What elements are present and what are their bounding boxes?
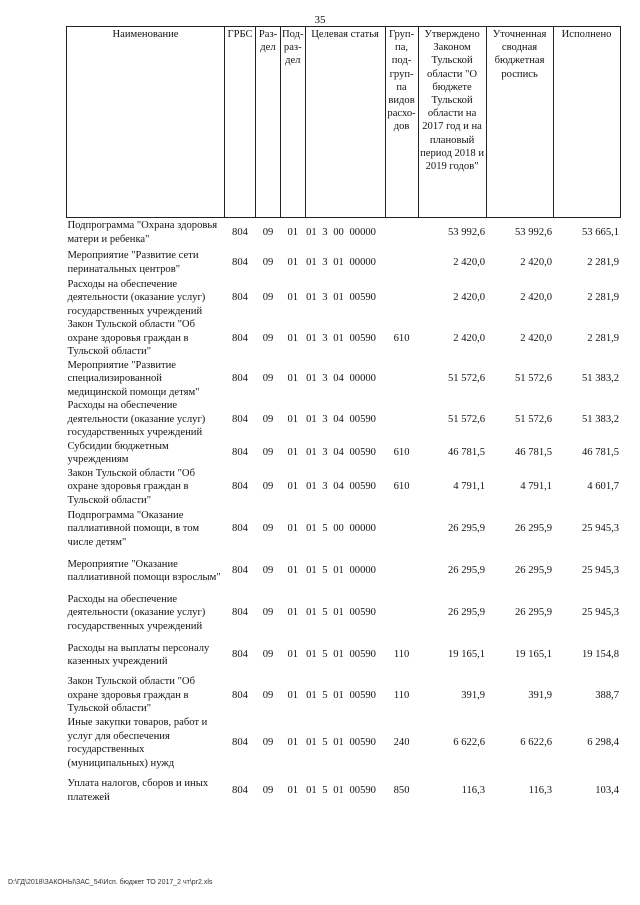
cell-grbs: 804 [232,227,248,238]
cell-approved: 4 791,1 [453,481,486,492]
cell-executed: 2 281,9 [587,332,620,344]
cell-name: Уплата налогов, сборов и иных платежей [67,778,209,803]
cell-executed: 25 945,3 [581,565,620,577]
table-row [67,278,621,319]
cell-refined: 116,3 [528,784,553,796]
cell-refined: 26 295,9 [514,607,553,619]
cell-group [385,591,418,635]
cell-section: 09 [262,413,274,425]
cell-name: Расходы на обеспечение деятельности (оказание услуг) государственных учреждений [67,593,206,632]
cell-name: Субсидии бюджетным учреждениям [67,440,169,465]
cell-section: 09 [262,481,274,492]
cell-target: 01 3 01 00000 [306,256,376,268]
cell-approved: 2 420,0 [453,332,486,344]
cell-section: 09 [262,332,274,344]
cell-refined: 4 791,1 [520,481,553,492]
page-number: 35 [314,14,326,26]
cell-grbs: 804 [232,447,248,459]
cell-refined: 2 420,0 [520,292,553,303]
cell-subsection: 01 [287,292,299,303]
cell-target: 01 3 01 00590 [306,292,376,303]
cell-target: 01 5 01 00590 [306,649,376,661]
cell-grbs: 804 [232,523,248,535]
table-row [67,551,621,591]
cell-section: 09 [262,523,274,535]
cell-section: 09 [262,649,274,661]
cell-grbs: 804 [232,292,248,303]
cell-executed: 53 665,1 [581,227,620,238]
cell-approved: 26 295,9 [447,523,486,535]
cell-grbs: 804 [232,481,248,492]
header-name: Наименование [67,27,225,218]
cell-name: Расходы на выплаты персоналу казенных учреждений [67,642,210,667]
cell-executed: 46 781,5 [581,447,620,459]
table-row [67,359,621,400]
cell-section: 09 [262,607,274,619]
table-row [67,440,621,467]
cell-group: 110 [393,649,410,661]
cell-subsection: 01 [287,737,299,749]
cell-name: Закон Тульской области "Об охране здоровья граждан в Тульской области" [67,467,195,506]
cell-name: Иные закупки товаров, работ и услуг для обеспечения государственных (муниципальных) нужд [67,717,208,769]
cell-refined: 6 622,6 [520,737,553,749]
cell-group: 610 [393,447,410,459]
cell-name: Расходы на обеспечение деятельности (оказание услуг) государственных учреждений [67,400,206,438]
cell-section: 09 [262,256,274,268]
table-row [67,771,621,811]
cell-group [385,278,418,319]
cell-section: 09 [262,292,274,303]
cell-approved: 53 992,6 [447,227,486,238]
header-subsection: Под-раз-дел [281,27,306,218]
cell-target: 01 5 01 00590 [306,607,376,619]
cell-target: 01 5 01 00590 [306,784,376,796]
cell-name: Подпрограмма "Охрана здоровья матери и ребенка" [67,220,218,245]
cell-refined: 391,9 [528,689,553,701]
cell-section: 09 [262,784,274,796]
cell-group [385,551,418,591]
cell-executed: 25 945,3 [581,523,620,535]
table-body [67,218,621,811]
table-row [67,507,621,551]
cell-target: 01 3 04 00590 [306,447,376,459]
cell-approved: 116,3 [461,784,486,796]
cell-section: 09 [262,373,274,384]
cell-group: 610 [393,332,410,344]
cell-group: 240 [393,737,410,749]
table-row [67,635,621,675]
cell-subsection: 01 [287,227,299,238]
cell-grbs: 804 [232,607,248,619]
cell-target: 01 5 00 00000 [306,523,376,535]
cell-target: 01 3 00 00000 [306,227,376,238]
cell-group [385,248,418,278]
cell-approved: 26 295,9 [447,565,486,577]
cell-group [385,218,418,248]
cell-subsection: 01 [287,565,299,577]
cell-executed: 103,4 [595,784,620,796]
cell-executed: 19 154,8 [581,649,620,661]
cell-subsection: 01 [287,523,299,535]
cell-approved: 2 420,0 [453,292,486,303]
cell-group: 610 [393,481,410,492]
cell-refined: 46 781,5 [514,447,553,459]
cell-subsection: 01 [287,256,299,268]
cell-subsection: 01 [287,607,299,619]
cell-grbs: 804 [232,413,248,425]
header-target: Целевая статья [305,27,385,218]
cell-target: 01 3 04 00590 [306,413,376,425]
header-approved: Утверждено Законом Тульской области "О бюджете Тульской области на 2017 год и на плановый период 2018 и 2019 годов" [418,27,486,218]
cell-approved: 2 420,0 [453,256,486,268]
table-row [67,318,621,359]
cell-grbs: 804 [232,373,248,384]
header-refined: Уточненная сводная бюджетная роспись [486,27,553,218]
cell-group [385,507,418,551]
cell-group [385,359,418,400]
cell-executed: 6 298,4 [587,737,620,749]
cell-grbs: 804 [232,332,248,344]
table-row [67,399,621,440]
table-row [67,218,621,248]
cell-executed: 2 281,9 [587,292,620,303]
cell-group: 850 [393,784,410,796]
cell-subsection: 01 [287,689,299,701]
cell-refined: 26 295,9 [514,565,553,577]
cell-name: Закон Тульской области "Об охране здоровья граждан в Тульской области" [67,676,195,714]
budget-table [66,26,621,811]
table-row [67,591,621,635]
cell-grbs: 804 [232,256,248,268]
cell-section: 09 [262,565,274,577]
table-row [67,675,621,716]
cell-refined: 51 572,6 [514,373,553,384]
cell-subsection: 01 [287,373,299,384]
cell-name: Мероприятие "Оказание паллиативной помощи взрослым" [67,558,221,583]
table-row [67,467,621,508]
cell-approved: 46 781,5 [447,447,486,459]
cell-refined: 51 572,6 [514,413,553,425]
cell-approved: 391,9 [461,689,486,701]
cell-target: 01 3 04 00590 [306,481,376,492]
cell-target: 01 3 01 00590 [306,332,376,344]
cell-approved: 19 165,1 [447,649,486,661]
file-path-footer: D:\ГД\2018\ЗАКОНЫ\ЗАС_54\Исп. бюджет ТО 2017_2 чт\pr2.xls [8,879,213,886]
cell-subsection: 01 [287,784,299,796]
cell-executed: 4 601,7 [587,481,620,492]
cell-grbs: 804 [232,737,248,749]
cell-grbs: 804 [232,689,248,701]
cell-name: Расходы на обеспечение деятельности (оказание услуг) государственных учреждений [67,278,206,317]
header-executed: Исполнено [553,27,620,218]
cell-name: Мероприятие "Развитие сети перинатальных центров" [67,250,199,275]
table-header [67,27,621,218]
cell-section: 09 [262,447,274,459]
cell-grbs: 804 [232,565,248,577]
cell-section: 09 [262,689,274,701]
cell-name: Закон Тульской области "Об охране здоровья граждан в Тульской области" [67,319,195,357]
table-row [67,248,621,278]
cell-name: Мероприятие "Развитие специализированной медицинской помощи детям" [67,359,200,398]
cell-refined: 19 165,1 [514,649,553,661]
cell-executed: 388,7 [595,689,620,701]
cell-refined: 2 420,0 [520,256,553,268]
cell-section: 09 [262,737,274,749]
header-grbs: ГРБС [225,27,256,218]
header-group: Груп-па, под-груп-па видов расхо-дов [385,27,418,218]
cell-subsection: 01 [287,447,299,459]
cell-executed: 25 945,3 [581,607,620,619]
cell-approved: 51 572,6 [447,413,486,425]
cell-subsection: 01 [287,332,299,344]
cell-subsection: 01 [287,649,299,661]
cell-approved: 51 572,6 [447,373,486,384]
cell-group: 110 [393,689,410,701]
cell-refined: 2 420,0 [520,332,553,344]
cell-target: 01 5 01 00590 [306,689,376,701]
cell-target: 01 5 01 00000 [306,565,376,577]
cell-target: 01 3 04 00000 [306,373,376,384]
cell-subsection: 01 [287,481,299,492]
cell-approved: 6 622,6 [453,737,486,749]
cell-executed: 51 383,2 [581,373,620,384]
cell-executed: 51 383,2 [581,413,620,425]
cell-executed: 2 281,9 [587,256,620,268]
cell-grbs: 804 [232,649,248,661]
cell-target: 01 5 01 00590 [306,737,376,749]
header-section: Раз-дел [256,27,281,218]
cell-grbs: 804 [232,784,248,796]
cell-refined: 53 992,6 [514,227,553,238]
cell-section: 09 [262,227,274,238]
cell-subsection: 01 [287,413,299,425]
cell-approved: 26 295,9 [447,607,486,619]
cell-name: Подпрограмма "Оказание паллиативной помощи, в том числе детям" [67,509,200,548]
table-row [67,716,621,771]
cell-group [385,399,418,440]
cell-refined: 26 295,9 [514,523,553,535]
